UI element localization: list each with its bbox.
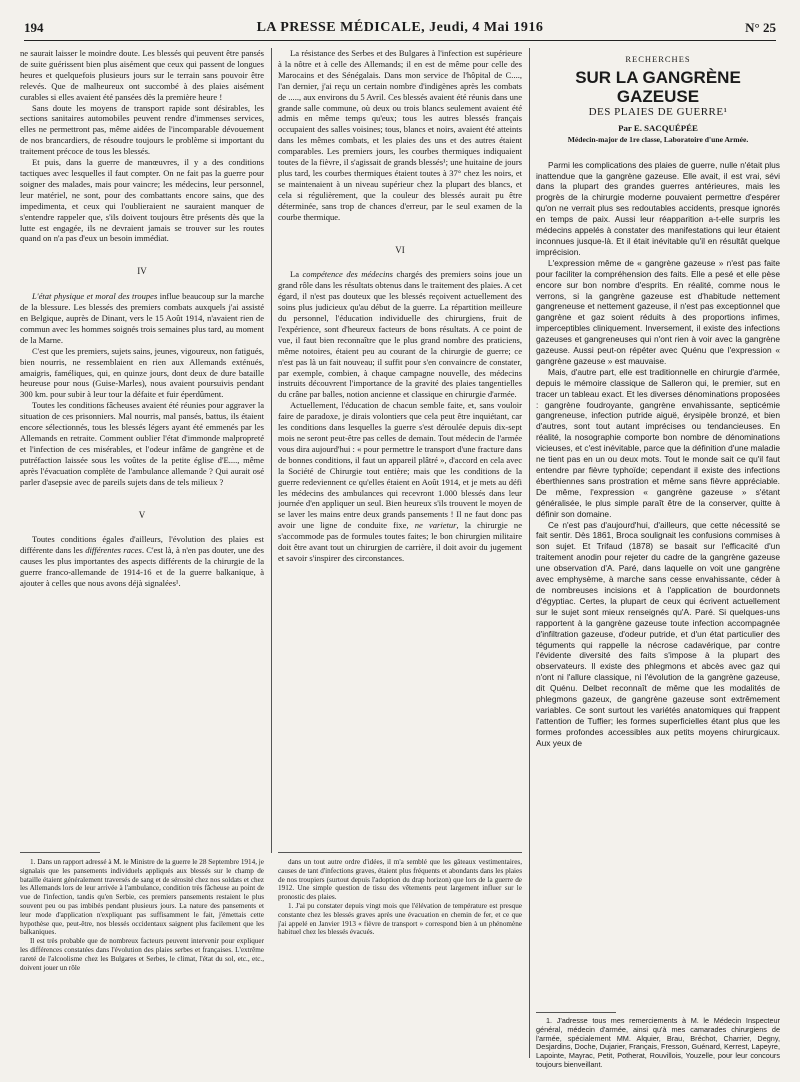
footnote-rule <box>536 1012 616 1013</box>
paragraph: Parmi les complications des plaies de guerre, nulle n'était plus inattendue que la gangrène gazeuse. Elle avait, il est vrai, sévi dans la plupart des grandes guerres antérieures, mais les progrès de la chirurgie moderne pouvaient permettre d'espérer qu'on ne verrait plus ses redoutables accidents, presque ignorés en temps de paix. Aussi leur réapparition a-t-elle surpris les médecins appelés à constater des manifestations qui leur étaient inconnues jusque-là. Et il était inévitable qu'il en résultât quelque imprécision. <box>536 159 780 257</box>
column-divider-1 <box>271 48 272 853</box>
column-3-article <box>536 48 780 1010</box>
article-author: Par E. SACQUÉPÉE <box>618 122 698 133</box>
paragraph-text: La <box>290 269 303 280</box>
paragraph: ne saurait laisser le moindre doute. Les blessés qui peuvent être pansés de suite guérissent bien plus aisément que ceux qui passent de longues heures et quelquefois plusieurs jours sur le terrain sans pouvoir être relevés. Que de malheureux ont succombé à des plaies aisément curables si elles avaient été pansées dès la première heure ! <box>20 48 264 102</box>
italic-phrase: ne varietur <box>414 520 457 531</box>
paragraph: C'est que les premiers, sujets sains, jeunes, vigoureux, non fatigués, bien nourris, ne ressemblaient en rien aux Allemands exténués, amaigris, faméliques, qui, en quinze jours, dont deux de dure bataille heureuse pour nous (Guise-Marles), nous avaient poursuivis pendant 300 km. pour subir à leur tour la défaite et fuir éperdûment. <box>20 345 264 400</box>
paragraph: Et puis, dans la guerre de manœuvres, il y a des conditions tactiques avec lesquelles il faut compter. On ne fait pas la guerre pour soigner des malades, mais pour vaincre; les médecins, leur personnel, leur matériel, ne sont, pour des combattants encore sains, que des impedimenta, et ceux qui l'oublieraient ne sauraient manquer de s'entendre rappeler que, s'ils doivent toujours être présents dès que la lutte est engagée, ils ne devraient jamais se trouver sur les routes quand on n'a pas d'eux un besoin immédiat. <box>20 157 264 244</box>
italic-phrase: différentes races <box>85 545 142 556</box>
section-heading-vi: VI <box>395 244 405 255</box>
section-heading-v: V <box>138 509 146 520</box>
paragraph <box>278 269 522 400</box>
paragraph <box>20 534 264 589</box>
section-heading-iv: IV <box>137 266 147 277</box>
footnote-rule <box>278 852 522 853</box>
paragraph-text: chargés des premiers soins joue un grand rôle dans les résultats obtenus dans le traitement des plaies. A cet égard, il n'est pas douteux que les blessés reçoivent actuellement des soins plus judicieux qu'au début de la guerre. La répartition meilleure du personnel, l'éducation individuelle des chirurgiens, fruit de l'expérience, sont d'heureux facteurs de bons résultats. A ce point de vue, il faut bien reconnaître que le plus grand nombre des praticiens, même notoires, étaient peu au courant de la chirurgie de guerre; ce n'est pas là un fait nouveau; il suffit pour s'en convaincre de constater, par exemple, combien, à chaque campagne nouvelle, des médecins instruits découvrent l'importance de la gravité des plaies tangentielles du crâne par balles, notion ancienne et classique en chirurgie d'armée. <box>278 269 522 400</box>
article-kicker: RECHERCHES <box>625 54 691 64</box>
column-2 <box>278 48 522 848</box>
paragraph-text: , la chirurgie ne s'accommode pas de formules toutes faites; le bon chirurgien militaire doit être avant tout un chirurgien de carrière, il doit avoir du jugement et savoir s'inspirer des circonstances. <box>278 520 522 563</box>
footnote-rule <box>20 852 100 853</box>
paragraph: L'expression même de « gangrène gazeuse » n'est pas faite pour faciliter la compréhension des faits. Elle a pesé et elle pèse encore sur bon nombre d'esprits. En réalité, comme nous le verrons, si la gangrène gazeuse est d'habitude nettement gangreneuse et nettement gazeuse, il n'est pas exceptionnel que gangrène et gaz soient réduits à des proportions infimes, imperceptibles cliniquement. Inversement, il existe des infections gazeuses et gangreneuses qui n'ont rien à voir avec la gangrène gazeuse. Aussi peut-on répéter avec Quénu que l'expression « gangrène gazeuse » est mauvaise. <box>536 257 780 366</box>
paragraph-text: . C'est là, à n'en pas douter, une des causes les plus importantes des aspects différents de la chirurgie de la guerre franco-allemande de 1914-16 et de la guerre balkanique, à ajouter à celles que nous avons déjà signalées¹. <box>20 545 264 589</box>
journal-title: LA PRESSE MÉDICALE, Jeudi, 4 Mai 1916 <box>256 20 544 35</box>
paragraph <box>278 400 522 564</box>
paragraph-text: influe beaucoup sur la marche de la blessure. Les blessés des premiers combats auxquels j'ai assisté en Belgique, auprès de Dinant, vers le 15 Août 1914, n'avaient rien de commun avec les hommes soignés trois semaines plus tard, au moment de la Marne. <box>20 291 264 345</box>
column-1 <box>20 48 264 848</box>
italic-phrase: L'état physique et moral des troupes <box>32 291 158 302</box>
footnote: Il est très probable que de nombreux facteurs peuvent intervenir pour expliquer les différences constatées dans l'évolution des plaies serbes et françaises. L'extrême rareté de l'alcoolisme chez les Bulgares et Serbes, le climat, l'état du sol, etc., etc., doivent jouer un rôle <box>20 937 264 972</box>
footnote: 1. Dans un rapport adressé à M. le Ministre de la guerre le 28 Septembre 1914, je signalais que les pansements individuels appliqués aux blessés sur le champ de bataille étaient généralement traversés de sang et de sérosité chez nos soldats et chez les Allemands lors de leur arrivée à l'ambulance, condition très fâcheuse au point de vue de l'infection, tandis qu'en Serbie, ces premiers pansements restaient le plus souvent peu ou pas imbibés pendant plusieurs jours. La nature des pansements et leur mode d'application n'expliquant pas suffisamment le fait, j'émettais cette hypothèse que, peut-être, nos blessés occidentaux saignent plus facilement que les balkaniques. <box>20 858 264 937</box>
issue-number: N° 25 <box>745 20 776 35</box>
footnote: dans un tout autre ordre d'idées, il m'a semblé que les gâteaux vestimentaires, causes de tant d'infections graves, étaient plus fréquents et abondants dans les plaies de nos troupiers (surtout depuis l'adoption du drap horizon) que lors de la guerre de 1912. Une simple question de tissu des vêtements peut largement influer sur le pronostic des plaies. <box>278 858 522 902</box>
footnotes-column-1 <box>20 858 264 1078</box>
column-divider-2 <box>529 48 530 1058</box>
paragraph: Sans doute les moyens de transport rapide sont désirables, les sections sanitaires automobiles peuvent rendre d'immenses services, elles ne permettront pas, même aidées de l'incomparable dévouement de nos brancardiers, de résoudre toujours le problème si important du traitement précoce de tous les blessés. <box>20 102 264 157</box>
paragraph <box>20 291 264 346</box>
page-header <box>24 20 776 41</box>
paragraph: Toutes les conditions fâcheuses avaient été réunies pour aggraver la situation de ces prisonniers. Mal nourris, mal pansés, battus, ils étaient encore sélectionnés, tous les blessés légers ayant été emmenés par les Allemands en retraite. Comment oublier l'état d'immonde malpropreté et l'infection de ces misérables, et l'odeur infâme de gangrène et de putréfaction laissée sous les voûtes de la petite église d'E...., même après l'évacuation complète de l'ambulance allemande ? Qui aurait osé parler d'asepsie avec de pareils sujets dans de tels milieux ? <box>20 400 264 487</box>
article-affiliation: Médecin-major de 1re classe, Laboratoire d'une Armée. <box>567 134 749 144</box>
footnote: 1. J'ai pu constater depuis vingt mois que l'élévation de température est presque constante chez les blessés graves après une évacuation en chemin de fer, et ce que j'ai appelé en Janvier 1913 « fièvre de transport » correspond bien à un phénomène habituel chez les blessés évacués. <box>278 901 522 937</box>
paragraph-text: Actuellement, l'éducation de chacun semble faite, et, sans vouloir faire de paradoxe, je dirais volontiers que cela peut être inquiétant, car les conditions dans lesquelles la guerre s'est déroulée depuis dix-sept mois ne seront peut-être pas celles de demain. Tout médecin de l'armée vous dira aujourd'hui : « pour permettre le transport d'une fracture dans de bonnes conditions, il faut un appareil plâtré », d'accord en cela avec la Société de Chirurgie tout entière; mais que les conditions de la guerre redeviennent ce qu'elles étaient en Août 1914, et je mets au défi les médecins des ambulances qui recevront 1.000 blessés dans leur journée d'en appliquer un seul. Bien heureux s'ils trouvent le moyen de se laver les mains entre deux grands pansements ! Il ne faut donc pas avoir une ligne de conduite fixe, <box>278 400 522 531</box>
article-subtitle: DES PLAIES DE GUERRE¹ <box>588 105 728 118</box>
footnotes-column-3 <box>536 1017 780 1077</box>
italic-phrase: compétence des médecins <box>302 269 393 280</box>
paragraph-text: Toutes conditions égales d'ailleurs, l'évolution des plaies est différente dans les <box>20 534 264 556</box>
paragraph: Mais, d'autre part, elle est traditionnelle en chirurgie d'armée, depuis le mémoire classique de Salleron qui, le premier, sut en tracer un tableau exact. Et les diverses dénominations proposées : gangrène foudroyante, gangrène envahissante, septicémie gangreneuse, infection putride aiguë, érysipèle bronzé, et bien d'autres, sont tout autant imprécises ou tendancieuses. En réalité, la nosographie comporte bon nombre de dénominations vicieuses, et c'est inévitable, parce que la définition d'une maladie ne tient pas en un ou deux mots. Tout le monde sait ce qu'il faut entendre par fièvre typhoïde; cependant il existe des infections éberthiennes sans prostration et même sans fièvre appréciable. De même, l'expression « gangrène gazeuse » s'étant généralisée, le plus simple paraît être de la conserver, quitte à définir son domaine. <box>536 366 780 519</box>
paragraph: Ce n'est pas d'aujourd'hui, d'ailleurs, que cette nécessité se fait sentir. Dès 1861, Broca soulignait les confusions commises à son sujet. Et Trifaud (1878) se basait sur l'efficacité d'un traitement anodin pour rejeter du cadre de la gangrène gazeuse une observation d'A. Paré, dans laquelle on voit une gangrène avec emphysème, à marche sans cesse envahissante, céder à de nombreuses incisions et à l'application de bourdonnets d'égyptiac. Certes, la plupart de ceux qui écrivent actuellement sur le sujet sont mieux renseignés qu'A. Paré. Si quelques-uns rapportent à la gangrène gazeuse toute infection accompagnée d'infiltration gazeuse, d'odeur putride, et d'un état particulier des téguments qui rappelle la nécrose cadavérique, par contre l'évidente diversité des faits s'impose à la plupart des observateurs. Il existe des phlegmons et abcès avec gaz qui n'ont ni l'allure classique, ni l'évolution de la gangrène gazeuse, dit Quénu. Delbet reconnaît de même que les modalités de phlegmons gazeux, de gangrène gazeuse sont extrêmement variables. Ce sont surtout les variétés anatomiques qui frappent l'attention de Tuffier; les formes superficielles étant plus que les formes profondes accessibles aux petits moyens chirurgicaux. Aux yeux de <box>536 519 780 748</box>
article-header <box>536 54 780 146</box>
footnotes-column-2 <box>278 858 522 958</box>
footnote: 1. J'adresse tous mes remerciements à M. le Médecin Inspecteur général, médecin d'armée, ainsi qu'à mes camarades chirurgiens de l'armée, spécialement MM. Alquier, Brau, Bréchot, Charrier, Degny, Desjardins, Doche, Dujarier, Français, Fresson, Guénard, Kerrest, Lapeyre, Lapointe, Mayrac, Petit, Potherat, Rouvillois, Youzelle, pour leur concours toujours bienveillant. <box>536 1017 780 1069</box>
article-title: SUR LA GANGRÈNE GAZEUSE <box>575 67 741 106</box>
page-number: 194 <box>24 20 44 35</box>
paragraph: La résistance des Serbes et des Bulgares à l'infection est supérieure à la nôtre et à celle des Allemands; il en est de même pour celle des Marocains et des Sénégalais. Dans mon service de l'hôpital de C...., l'an dernier, j'ai reçu un certain nombre d'indigènes après les combats de ....., aux environs du 5 Avril. Ces blessés avaient été réunis dans une grande salle commune, où deux ou trois blancs seulement avaient été admis en même temps qu'eux; tous les autres blessés français occupaient des salles voisines; tous, blancs et noirs, avaient été atteints dans les mêmes combats, et les plaies des uns et des autres étaient comparables. Les premiers jours, les courbes thermiques indiquaient toutes de la fièvre, il s'agissait de grands blessés¹; une huitaine de jours plus tard, les courbes thermiques étaient toutes à 37° chez les noirs, et se maintenaient à un niveau supérieur chez la plupart des blancs, et cela si régulièrement, que la couleur des blessés aurait pu être déterminée, sans trop de chances d'erreur, par le seul examen de la courbe thermique. <box>278 48 522 222</box>
